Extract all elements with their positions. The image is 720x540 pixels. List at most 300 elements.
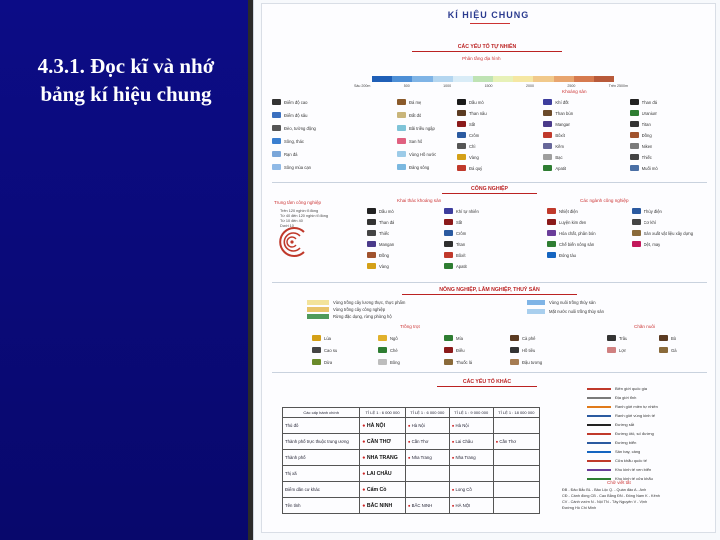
table-row	[283, 450, 540, 466]
table-cell	[360, 450, 406, 466]
mining-symbol-icon	[367, 219, 376, 225]
industry-center-note: Từ 40 đến 120 nghìn tỉ đồng	[280, 214, 328, 218]
natural-symbol-label: Điểm độ sâu	[284, 112, 308, 118]
mineral-symbol-icon	[457, 99, 466, 105]
other-legend-row	[587, 456, 717, 465]
industry-symbol-label: Dệt, may	[643, 241, 661, 247]
mining-symbol-label: Bôxít	[456, 252, 466, 258]
other-legend-row	[587, 411, 717, 420]
mineral-symbol-label: Titan	[641, 121, 651, 127]
other-legend-label: Sân bay, cảng	[615, 449, 641, 454]
land-use-swatch	[307, 307, 329, 312]
crop-symbol-label: Bông	[390, 359, 400, 365]
settlement-dot-icon: ●	[495, 439, 500, 444]
elevation-band	[392, 76, 412, 82]
settlement-dot-icon: ●	[451, 439, 456, 444]
natural-symbol-icon	[272, 125, 281, 131]
mineral-symbol	[457, 130, 539, 140]
mining-symbol	[444, 228, 517, 238]
mineral-symbol	[543, 141, 625, 151]
natural-symbol	[272, 123, 352, 133]
mineral-symbol-label: Khí đốt	[555, 99, 569, 105]
mineral-symbol-icon	[630, 143, 639, 149]
other-legend-row	[587, 465, 717, 474]
settlement-dot-icon: ●	[407, 423, 412, 428]
livestock-symbol-icon	[659, 347, 668, 353]
table-cell-text: Cẩm Cồ	[366, 486, 387, 493]
industry-symbol	[632, 217, 713, 227]
table-cell	[449, 466, 493, 482]
land-use-label: Rừng đặc dụng, rừng phòng hộ	[333, 313, 392, 319]
industry-symbol-label: Chế biến nông sản	[559, 241, 595, 247]
table-cell	[283, 434, 360, 450]
mineral-symbol-icon	[457, 154, 466, 160]
other-legend-label: Địa giới tỉnh	[615, 395, 637, 400]
mineral-symbol-icon	[543, 165, 552, 171]
table-cell	[405, 418, 449, 434]
section-underline	[442, 193, 537, 194]
natural-symbol-icon	[397, 112, 406, 118]
livestock-symbol-label: Lợn	[619, 347, 627, 353]
mineral-symbol	[630, 141, 712, 151]
table-cell-text: Thủ đô	[285, 423, 299, 428]
other-legend-label: Biên giới quốc gia	[615, 386, 647, 391]
mineral-symbol-icon	[630, 121, 639, 127]
table-cell	[405, 434, 449, 450]
industry-centers-heading: Trung tâm công nghiệp	[274, 200, 322, 205]
mining-symbol-icon	[367, 241, 376, 247]
other-legend-row	[587, 447, 717, 456]
crop-symbol	[312, 333, 374, 343]
elevation-band	[533, 76, 553, 82]
table-cell	[449, 482, 493, 498]
livestock-heading: Chăn nuôi	[634, 324, 655, 329]
table-row	[283, 498, 540, 514]
livestock-symbol-label: Gà	[671, 347, 677, 353]
land-use-legend	[307, 300, 717, 322]
mineral-symbol-label: Đá quý	[469, 165, 483, 171]
mining-symbol-icon	[444, 230, 453, 236]
mineral-symbol	[543, 97, 625, 107]
section-natural-label: CÁC YẾU TỐ TỰ NHIÊN	[457, 44, 517, 50]
crop-symbol	[444, 357, 506, 367]
other-legend-row	[587, 429, 717, 438]
mineral-symbol-label: Thiếc	[641, 154, 652, 160]
separator	[272, 372, 707, 373]
mining-symbol-label: Sắt	[456, 219, 463, 225]
other-legend-label: Ranh giới miền tự nhiên	[615, 404, 658, 409]
crop-symbol	[510, 333, 572, 343]
mineral-symbol-icon	[543, 143, 552, 149]
crop-symbol-icon	[312, 347, 321, 353]
table-cell	[449, 498, 493, 514]
crop-symbol	[444, 345, 506, 355]
table-row	[283, 482, 540, 498]
natural-symbol-icon	[397, 125, 406, 131]
mineral-symbol-icon	[543, 99, 552, 105]
document-title: KÍ HIỆU CHUNG	[447, 10, 530, 20]
crop-symbol-label: Cà phê	[522, 335, 536, 341]
mining-symbol	[444, 239, 517, 249]
section-underline	[402, 294, 577, 295]
abbreviations-list	[562, 487, 712, 511]
mineral-symbol-label: Đồng	[641, 132, 652, 138]
natural-symbol-label: Rạn đá	[284, 151, 298, 157]
slide-title-panel	[0, 0, 248, 540]
natural-symbol-label: Vùng Hồ nước	[409, 151, 437, 157]
table-cell	[405, 466, 449, 482]
mining-symbol-label: Vàng	[379, 263, 389, 269]
table-cell	[493, 482, 539, 498]
livestock-legend	[607, 333, 707, 355]
table-cell-text: Nha Trang	[411, 455, 432, 460]
other-elements-legend	[587, 384, 717, 483]
natural-symbol-icon	[397, 99, 406, 105]
mineral-symbol-icon	[543, 154, 552, 160]
industry-symbol-label: Đóng tàu	[559, 252, 576, 258]
other-legend-label: Đường ôtô, số đường	[615, 431, 654, 436]
mining-symbol	[367, 250, 440, 260]
mineral-symbol-icon	[630, 132, 639, 138]
mineral-symbol	[630, 152, 712, 162]
industry-symbol-label: Thủy điện	[643, 208, 662, 214]
industry-symbol-icon	[632, 208, 641, 214]
slide-title-line1: 4.3.1. Đọc kĩ và nhớ	[37, 54, 215, 78]
crop-symbol-icon	[444, 359, 453, 365]
land-use-swatch	[307, 300, 329, 305]
mineral-symbol-icon	[630, 165, 639, 171]
elevation-band	[372, 76, 392, 82]
section-other	[437, 379, 537, 387]
line-symbol-icon	[587, 451, 611, 453]
crop-symbol-icon	[312, 359, 321, 365]
mining-symbol-label: Crôm	[456, 230, 467, 236]
natural-symbol-label: San hô	[409, 138, 423, 144]
table-cell-text: BẮC NINH	[366, 502, 393, 509]
settlement-dot-icon: ●	[362, 470, 367, 477]
crop-symbol-label: Hồ tiêu	[522, 347, 536, 353]
other-legend-label: Khu kinh tế cửa khẩu	[615, 476, 653, 481]
mineral-symbol-label: Apatit	[555, 165, 567, 171]
natural-symbol-label: Đất đỏ	[409, 112, 422, 118]
table-cell	[360, 418, 406, 434]
industry-symbol-label: Hóa chất, phân bón	[559, 230, 596, 236]
natural-symbol	[272, 110, 352, 120]
line-symbol-icon	[587, 406, 611, 408]
crop-symbol-label: Điều	[456, 347, 465, 353]
industry-symbol-icon	[632, 219, 641, 225]
natural-symbol-label: Điểm độ cao	[284, 99, 308, 105]
crop-symbol	[378, 333, 440, 343]
mining-heading: Khai thác khoáng sản	[397, 198, 442, 203]
elevation-band	[513, 76, 533, 82]
elevation-tick-label: 1000	[443, 84, 452, 88]
mineral-symbol-label: Vàng	[469, 154, 479, 160]
mining-symbol-icon	[444, 241, 453, 247]
table-cell	[493, 418, 539, 434]
crop-symbol-icon	[444, 347, 453, 353]
industry-symbol-icon	[547, 208, 556, 214]
natural-symbol-icon	[272, 99, 281, 105]
crop-symbol-icon	[378, 359, 387, 365]
land-use-label: Vùng nuôi trồng thủy sản	[549, 299, 596, 305]
mining-symbol	[444, 261, 517, 271]
line-symbol-icon	[587, 397, 611, 399]
settlement-dot-icon: ●	[362, 454, 367, 461]
mineral-symbol	[457, 163, 539, 173]
separator	[272, 282, 707, 283]
other-legend-row	[587, 402, 717, 411]
mineral-symbol-label: Mangan	[555, 121, 571, 127]
table-cell	[493, 434, 539, 450]
livestock-symbol	[607, 333, 655, 343]
table-row	[283, 434, 540, 450]
table-cell	[283, 466, 360, 482]
industry-symbol	[632, 228, 713, 238]
table-cell	[360, 466, 406, 482]
line-symbol-icon	[587, 460, 611, 462]
other-legend-label: Ranh giới vùng kinh tế	[615, 413, 655, 418]
elevation-band	[433, 76, 453, 82]
elevation-band	[493, 76, 513, 82]
settlement-dot-icon: ●	[362, 422, 367, 429]
mining-symbol-icon	[444, 219, 453, 225]
industry-symbol	[547, 250, 628, 260]
mineral-symbol-icon	[543, 110, 552, 116]
mineral-symbol-label: Muối mỏ	[641, 165, 658, 171]
land-use-label: Mặt nước nuôi trồng thủy sản	[549, 308, 604, 314]
table-cell-text: Thành phố	[285, 455, 306, 460]
mineral-symbol-label: Kẽm	[555, 143, 564, 149]
settlement-dot-icon: ●	[451, 487, 456, 492]
other-legend-row	[587, 420, 717, 429]
legend-sheet	[261, 3, 716, 533]
table-cell-text: Thị xã	[285, 471, 297, 476]
mineral-symbol	[457, 152, 539, 162]
mining-symbol-icon	[444, 208, 453, 214]
section-natural	[412, 44, 562, 52]
elevation-tick-label: Trên 2500m	[608, 84, 628, 88]
crop-symbol-icon	[378, 347, 387, 353]
slide-title	[16, 52, 236, 108]
mineral-symbol	[630, 97, 712, 107]
mineral-symbol	[543, 152, 625, 162]
separator	[272, 182, 707, 183]
table-header-cell: Các cấp hành chính	[283, 408, 360, 418]
industry-symbol-icon	[547, 230, 556, 236]
mineral-symbol-label: Crôm	[469, 132, 480, 138]
mineral-symbol-label: Than nâu	[469, 110, 487, 116]
crop-symbol-label: Chè	[390, 347, 398, 353]
natural-symbol-label: Đảng sông	[409, 164, 430, 170]
table-cell-text: Thành phố trực thuộc trung ương	[285, 439, 349, 444]
table-cell	[405, 498, 449, 514]
abbreviation-line: CĐ - Cánh đồng CB - Cao Bằng ĐN - Đông Nam K - Kênh	[562, 494, 660, 498]
livestock-symbol	[659, 333, 707, 343]
elevation-color-bar	[372, 76, 614, 82]
elevation-labels	[354, 84, 628, 88]
abbreviation-line: CV - Cánh vườn N - Nội TN - Tây Nguyên V - Vịnh	[562, 500, 648, 504]
mining-symbol-icon	[367, 263, 376, 269]
natural-symbol	[272, 162, 352, 172]
industry-symbol-label: Luyện kim đen	[559, 219, 587, 225]
section-industry	[442, 186, 537, 194]
table-cell-text: Tên tỉnh	[285, 503, 301, 508]
settlement-dot-icon: ●	[451, 423, 456, 428]
natural-symbol-icon	[272, 164, 281, 170]
table-cell	[493, 450, 539, 466]
mining-symbol-label: Dầu mỏ	[379, 208, 394, 214]
mineral-symbol-icon	[543, 121, 552, 127]
table-cell	[360, 498, 406, 514]
natural-symbol-icon	[397, 151, 406, 157]
crop-symbol	[510, 345, 572, 355]
table-cell	[283, 482, 360, 498]
table-header-cell: TỈ LỆ 1 : 9 000 000	[449, 408, 493, 418]
line-symbol-icon	[587, 424, 611, 426]
mining-symbol	[444, 250, 517, 260]
settlement-dot-icon: ●	[451, 503, 456, 508]
mining-symbol	[367, 261, 440, 271]
natural-symbol-icon	[397, 138, 406, 144]
mining-symbol	[444, 217, 517, 227]
mineral-symbol-icon	[543, 132, 552, 138]
table-cell	[493, 466, 539, 482]
elevation-tick-label: 2000	[525, 84, 534, 88]
settlement-dot-icon: ●	[362, 438, 367, 445]
industry-symbol-icon	[547, 241, 556, 247]
mining-symbol-label: Thiếc	[379, 230, 390, 236]
natural-left-legend	[272, 97, 352, 172]
settlement-dot-icon: ●	[407, 503, 412, 508]
mining-symbol-label: Khí tự nhiên	[456, 208, 479, 214]
table-cell	[283, 418, 360, 434]
other-legend-row	[587, 384, 717, 393]
settlement-dot-icon: ●	[362, 502, 367, 509]
mineral-symbol-label: Sắt	[469, 121, 476, 127]
table-cell-text: Lai Châu	[455, 439, 473, 444]
natural-symbol-icon	[272, 151, 281, 157]
table-cell-text: Hà Nội	[455, 423, 469, 428]
line-symbol-icon	[587, 433, 611, 435]
mineral-symbol-label: Bôxít	[555, 132, 565, 138]
mineral-symbol	[543, 130, 625, 140]
table-cell	[405, 450, 449, 466]
crop-symbol-icon	[378, 335, 387, 341]
industries-legend	[547, 206, 712, 260]
table-cell-text: HÀ NỘI	[366, 422, 386, 429]
other-legend-label: Đường sắt	[615, 422, 635, 427]
mineral-symbol	[630, 163, 712, 173]
mining-symbol	[444, 206, 517, 216]
settlement-dot-icon: ●	[362, 486, 367, 493]
land-use-swatch	[527, 300, 545, 305]
other-legend-row	[587, 438, 717, 447]
mining-legend	[367, 206, 517, 271]
elevation-band	[574, 76, 594, 82]
mineral-symbol	[630, 130, 712, 140]
table-cell-text: NHA TRANG	[366, 454, 398, 461]
elevation-band	[412, 76, 432, 82]
table-cell	[283, 450, 360, 466]
elevation-tick-label: Sâu 200m	[354, 84, 371, 88]
table-cell	[405, 482, 449, 498]
other-legend-label: Đường biển	[615, 440, 637, 445]
natural-symbol-label: Sông mùa cạn	[284, 164, 312, 170]
section-other-label: CÁC YẾU TỐ KHÁC	[462, 379, 512, 385]
elevation-band	[473, 76, 493, 82]
livestock-symbol-icon	[607, 335, 616, 341]
industry-symbol-label: Nhiệt điện	[559, 208, 578, 214]
table-cell-text: Cần Thơ	[499, 439, 517, 444]
crop-symbol-label: Dừa	[324, 359, 333, 365]
abbreviations-heading: Chữ viết tắt	[607, 480, 631, 485]
crop-symbol	[510, 357, 572, 367]
elevation-band	[594, 76, 614, 82]
livestock-symbol	[659, 345, 707, 355]
mineral-symbol-icon	[630, 154, 639, 160]
natural-symbol-label: Đá mẹ	[409, 99, 422, 105]
table-cell-text: Nha Trang	[455, 455, 476, 460]
livestock-symbol-icon	[659, 335, 668, 341]
table-row	[283, 466, 540, 482]
industry-symbol-icon	[632, 230, 641, 236]
mining-symbol	[367, 217, 440, 227]
mining-symbol-icon	[444, 263, 453, 269]
crop-symbol-label: Ngô	[390, 335, 398, 341]
mineral-symbol-icon	[630, 110, 639, 116]
table-header-row	[283, 408, 540, 418]
mining-symbol-icon	[444, 252, 453, 258]
livestock-symbol-icon	[607, 347, 616, 353]
industry-symbol-label: Cơ khí	[643, 219, 657, 225]
mineral-symbol-label: Dầu mỏ	[469, 99, 484, 105]
elevation-tick-label: 2500	[567, 84, 576, 88]
line-symbol-icon	[587, 388, 611, 390]
line-symbol-icon	[587, 442, 611, 444]
table-cell	[493, 498, 539, 514]
mineral-symbol	[543, 119, 625, 129]
crop-symbol	[312, 345, 374, 355]
mineral-symbol	[630, 119, 712, 129]
industry-center-note: Từ 10 đến 40	[280, 219, 303, 223]
mineral-symbol	[457, 141, 539, 151]
mining-symbol-icon	[367, 230, 376, 236]
elevation-band	[453, 76, 473, 82]
line-symbol-icon	[587, 469, 611, 471]
mineral-symbol	[543, 108, 625, 118]
crop-symbol-label: Đậu tương	[522, 359, 543, 365]
mineral-symbol-icon	[630, 99, 639, 105]
table-row	[283, 418, 540, 434]
section-underline	[437, 386, 537, 387]
mining-symbol	[367, 239, 440, 249]
elevation-tick-label: 500	[403, 84, 410, 88]
natural-symbol-icon	[272, 112, 281, 118]
mineral-symbol-label: Uranium	[641, 110, 658, 116]
mining-symbol	[367, 206, 440, 216]
other-legend-row	[587, 393, 717, 402]
title-underline	[470, 23, 510, 24]
crop-symbol-icon	[444, 335, 453, 341]
table-cell	[360, 434, 406, 450]
land-use-label: Vùng trồng cây lương thực, thực phẩm	[333, 299, 406, 305]
table-cell-text: Điểm dân cư khác	[285, 487, 320, 492]
administrative-table	[282, 407, 540, 514]
other-legend-label: Cửa khẩu quốc tế	[615, 458, 647, 463]
legend-document	[253, 0, 720, 540]
crop-symbol-label: Lúa	[324, 335, 331, 341]
